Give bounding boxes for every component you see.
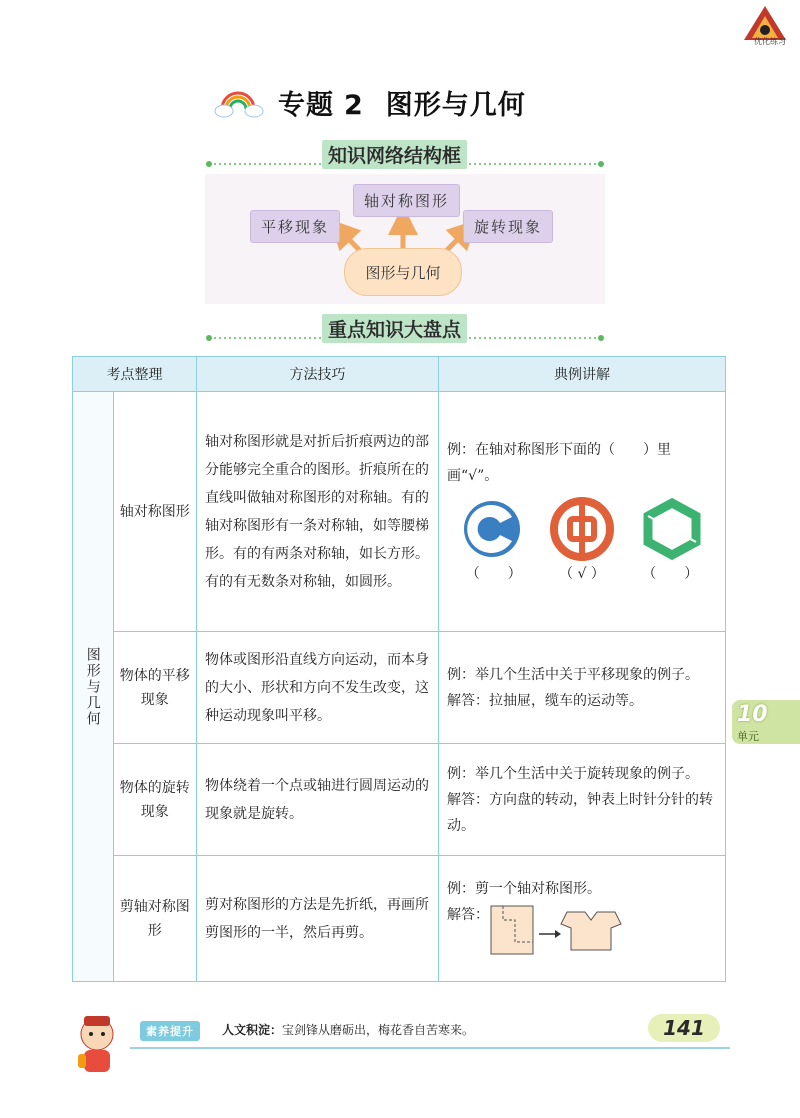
table-row <box>73 856 726 982</box>
example-question: 例：剪一个轴对称图形。 <box>447 880 601 897</box>
title-number: 2 <box>344 89 364 121</box>
answer-parens <box>447 561 717 587</box>
boc-logo-icon <box>550 497 614 561</box>
paren-2: （ √ ） <box>559 565 605 582</box>
header-examples: 典例讲解 <box>439 357 726 392</box>
ccb-logo-icon <box>460 497 524 561</box>
page-number: 141 <box>648 1014 720 1042</box>
mindmap-node-rotation: 旋转现象 <box>463 210 553 243</box>
table-header-row <box>73 357 726 392</box>
category-label: 图形与几何 <box>84 646 101 727</box>
paren-1: （ ） <box>465 565 522 582</box>
page-title <box>214 82 526 122</box>
mindmap-node-translation: 平移现象 <box>250 210 340 243</box>
method-cell: 物体或图形沿直线方向运动，而本身的大小、形状和方向不发生改变，这种运动现象叫平移。 <box>196 632 438 744</box>
example-answer: 解答：拉抽屉，缆车的运动等。 <box>447 692 643 709</box>
topic-cell: 物体的平移现象 <box>113 632 196 744</box>
table-row <box>73 632 726 744</box>
quote-label: 人文积淀： <box>222 1023 283 1037</box>
cartoon-mascot-icon <box>62 1010 132 1080</box>
method-cell: 轴对称图形就是对折后折痕两边的部分能够完全重合的图形。折痕所在的直线叫做轴对称图形的对称轴。有的轴对称图形有一条对称轴，如等腰梯形。有的有两条对称轴，如长方形。有的有无数条对称轴，如圆形。 <box>196 392 438 632</box>
paren-3: （ ） <box>642 565 699 582</box>
hexagon-logo-icon <box>640 497 704 561</box>
rainbow-cloud-icon <box>214 85 264 119</box>
topic-cell: 轴对称图形 <box>113 392 196 632</box>
example-question: 例：举几个生活中关于旋转现象的例子。 <box>447 765 699 782</box>
example-cell <box>439 632 726 744</box>
example-question: 例：在轴对称图形下面的（ ）里画“√”。 <box>447 441 671 484</box>
topic-cell: 物体的旋转现象 <box>113 744 196 856</box>
mindmap-node-center: 图形与几何 <box>344 248 462 296</box>
example-answer: 解答：方向盘的转动，钟表上时针分针的转动。 <box>447 791 713 834</box>
category-cell <box>73 392 114 982</box>
unit-label: 单元 <box>737 730 759 743</box>
title-main: 图形与几何 <box>385 89 526 121</box>
example-cell <box>439 392 726 632</box>
example-question: 例：举几个生活中关于平移现象的例子。 <box>447 666 699 683</box>
unit-number: 10 <box>737 702 768 727</box>
publisher-logo-text: 优化练习 <box>754 37 786 46</box>
header-methods: 方法技巧 <box>196 357 438 392</box>
table-row <box>73 392 726 632</box>
example-cell <box>439 744 726 856</box>
quote-text: 宝剑锋从磨砺出，梅花香自苦寒来。 <box>282 1023 475 1037</box>
example-answer: 解答： <box>447 906 489 923</box>
paper-cut-diagram-icon <box>489 902 629 962</box>
footer-line <box>130 1047 730 1049</box>
mindmap-node-axial-symmetry: 轴对称图形 <box>353 184 460 217</box>
table-row <box>73 744 726 856</box>
method-cell: 剪对称图形的方法是先折纸，再画所剪图形的一半，然后再剪。 <box>196 856 438 982</box>
title-prefix: 专题 <box>278 89 334 121</box>
network-section-title: 知识网络结构框 <box>322 140 467 169</box>
logo-options <box>447 497 717 561</box>
method-cell: 物体绕着一个点或轴进行圆周运动的现象就是旋转。 <box>196 744 438 856</box>
knowledge-table <box>72 356 726 979</box>
footer-badge: 素养提升 <box>140 1021 200 1041</box>
footer-quote <box>222 1021 474 1038</box>
header-keypoints: 考点整理 <box>73 357 197 392</box>
keypoints-section-title: 重点知识大盘点 <box>322 314 467 343</box>
topic-cell: 剪轴对称图形 <box>113 856 196 982</box>
example-cell <box>439 856 726 982</box>
